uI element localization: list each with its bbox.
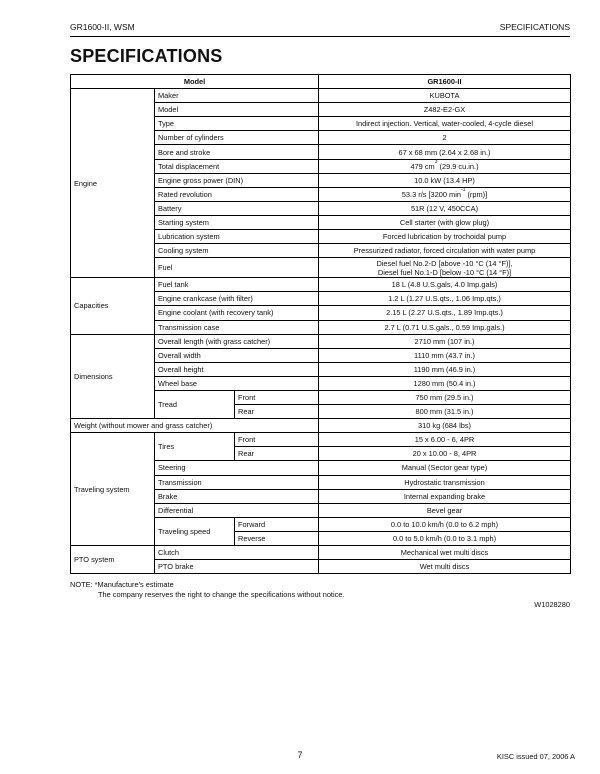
tread-rear-value: 800 mm (31.5 in.) xyxy=(319,405,571,419)
row-label: Cooling system xyxy=(155,244,319,258)
row-value: Pressurized radiator, forced circulation with water pump xyxy=(319,244,571,258)
row-label: Overall height xyxy=(155,362,319,376)
tires-rear-label: Rear xyxy=(235,447,319,461)
value-main: 53.3 r/s [3200 min xyxy=(401,189,461,199)
row-value: Mechanical wet multi discs xyxy=(319,546,571,560)
row-label: Overall length (with grass catcher) xyxy=(155,334,319,348)
tires-rear-value: 20 x 10.00 - 8, 4PR xyxy=(319,447,571,461)
row-value: 18 L (4.8 U.S.gals, 4.0 Imp.gals) xyxy=(319,278,571,292)
note-line-2: The company reserves the right to change the specifications without notice. xyxy=(98,590,345,599)
row-value: 1110 mm (43.7 in.) xyxy=(319,348,571,362)
row-value: 1.2 L (1.27 U.S.qts., 1.06 Imp.qts.) xyxy=(319,292,571,306)
value-tail: (29.9 cu.in.) xyxy=(437,161,479,171)
row-value: 2710 mm (107 in.) xyxy=(319,334,571,348)
table-row xyxy=(71,433,571,447)
group-pto-system: PTO system xyxy=(71,546,155,574)
row-label: Differential xyxy=(155,503,319,517)
row-label: PTO brake xyxy=(155,560,319,574)
group-engine: Engine xyxy=(71,89,155,278)
table-row xyxy=(71,278,571,292)
row-value: 2 xyxy=(319,131,571,145)
row-label: Brake xyxy=(155,489,319,503)
document-code: W1028280 xyxy=(534,600,570,609)
table-row xyxy=(71,334,571,348)
row-value: Indirect injection. Vertical, water-cooled, 4-cycle diesel xyxy=(319,117,571,131)
row-label: Maker xyxy=(155,89,319,103)
fuel-line-2: Diesel fuel No.1-D [below -10 °C (14 °F)] xyxy=(377,267,512,277)
table-row xyxy=(71,546,571,560)
row-value: Wet multi discs xyxy=(319,560,571,574)
issue-info: KISC issued 07, 2006 A xyxy=(496,752,575,761)
header-model: Model xyxy=(71,75,319,89)
row-value xyxy=(319,187,571,201)
row-value: 1190 mm (46.9 in.) xyxy=(319,362,571,376)
speed-reverse-value: 0.0 to 5.0 km/h (0.0 to 3.1 mph) xyxy=(319,531,571,545)
row-label: Overall width xyxy=(155,348,319,362)
tires-front-value: 15 x 6.00 - 6, 4PR xyxy=(319,433,571,447)
row-label: Fuel tank xyxy=(155,278,319,292)
tires-front-label: Front xyxy=(235,433,319,447)
specifications-table xyxy=(70,74,571,574)
tread-front-label: Front xyxy=(235,390,319,404)
row-label: Model xyxy=(155,103,319,117)
row-value: 2.15 L (2.27 U.S.qts., 1.89 Imp.qts.) xyxy=(319,306,571,320)
value-main: 479 cm xyxy=(410,161,435,171)
speed-forward-value: 0.0 to 10.0 km/h (0.0 to 6.2 mph) xyxy=(319,517,571,531)
row-value: Z482-E2-GX xyxy=(319,103,571,117)
row-value: Bevel gear xyxy=(319,503,571,517)
header-rule xyxy=(70,36,570,37)
row-value xyxy=(319,159,571,173)
row-label: Type xyxy=(155,117,319,131)
row-label: Lubrication system xyxy=(155,230,319,244)
row-value: Forced lubrication by trochoidal pump xyxy=(319,230,571,244)
row-value: Internal expanding brake xyxy=(319,489,571,503)
tread-label: Tread xyxy=(155,390,235,418)
table-header-row xyxy=(71,75,571,89)
row-label: Transmission xyxy=(155,475,319,489)
table-row xyxy=(71,419,571,433)
row-value xyxy=(319,258,571,278)
row-value: Cell starter (with glow plug) xyxy=(319,215,571,229)
row-label: Engine coolant (with recovery tank) xyxy=(155,306,319,320)
row-value: 67 x 68 mm (2.64 x 2.68 in.) xyxy=(319,145,571,159)
row-label: Clutch xyxy=(155,546,319,560)
page-number: 7 xyxy=(297,750,303,760)
row-label: Battery xyxy=(155,201,319,215)
value-superscript: 3 xyxy=(434,158,438,165)
speed-forward-label: Forward xyxy=(235,517,319,531)
row-label: Bore and stroke xyxy=(155,145,319,159)
row-value: 1280 mm (50.4 in.) xyxy=(319,376,571,390)
group-capacities: Capacities xyxy=(71,278,155,334)
tread-rear-label: Rear xyxy=(235,405,319,419)
speed-label: Traveling speed xyxy=(155,517,235,545)
row-label: Total displacement xyxy=(155,159,319,173)
row-label: Engine crankcase (with filter) xyxy=(155,292,319,306)
fuel-line-1: Diesel fuel No.2-D [above -10 °C (14 °F)], xyxy=(376,258,513,268)
row-label: Engine gross power (DIN) xyxy=(155,173,319,187)
row-value: 2.7 L (0.71 U.S.gals., 0.59 Imp.gals.) xyxy=(319,320,571,334)
row-label: Starting system xyxy=(155,215,319,229)
note-line-1: NOTE: *Manufacture's estimate xyxy=(70,580,174,589)
row-value: 51R (12 V, 450CCA) xyxy=(319,201,571,215)
row-value: Hydrostatic transmission xyxy=(319,475,571,489)
page-header xyxy=(70,22,570,36)
row-value: Manual (Sector gear type) xyxy=(319,461,571,475)
speed-reverse-label: Reverse xyxy=(235,531,319,545)
group-dimensions: Dimensions xyxy=(71,334,155,419)
row-value: 10.0 kW (13.4 HP) xyxy=(319,173,571,187)
header-right: SPECIFICATIONS xyxy=(499,22,570,32)
value-superscript: -1 xyxy=(460,186,466,193)
row-label: Steering xyxy=(155,461,319,475)
header-left: GR1600-II, WSM xyxy=(70,22,135,32)
row-value: KUBOTA xyxy=(319,89,571,103)
page-title: SPECIFICATIONS xyxy=(70,46,223,66)
table-row xyxy=(71,89,571,103)
row-label: Fuel xyxy=(155,258,319,278)
weight-value: 310 kg (684 lbs) xyxy=(319,419,571,433)
row-label: Rated revolution xyxy=(155,187,319,201)
weight-label: Weight (without mower and grass catcher) xyxy=(71,419,319,433)
tires-label: Tires xyxy=(155,433,235,461)
tread-front-value: 750 mm (29.5 in.) xyxy=(319,390,571,404)
row-label: Wheel base xyxy=(155,376,319,390)
value-tail: (rpm)] xyxy=(465,189,488,199)
header-model-value: GR1600-II xyxy=(319,75,571,89)
row-label: Number of cylinders xyxy=(155,131,319,145)
row-label: Transmission case xyxy=(155,320,319,334)
group-traveling-system: Traveling system xyxy=(71,433,155,546)
